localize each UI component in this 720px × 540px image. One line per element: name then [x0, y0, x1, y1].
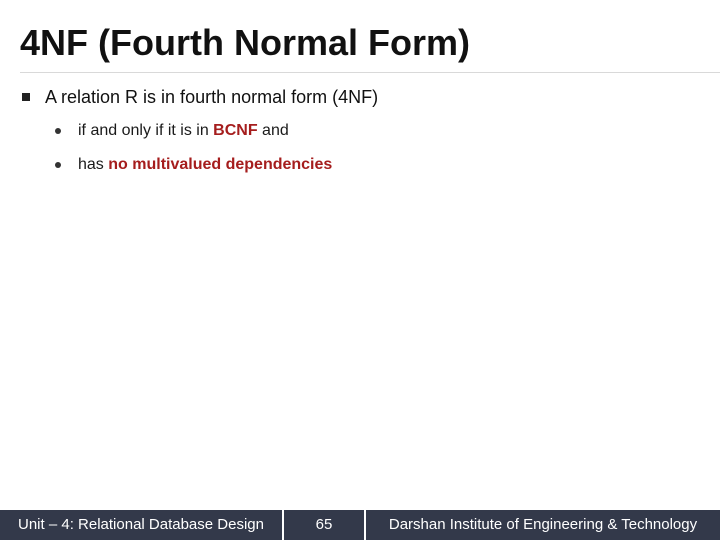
- footer-institute-name: Darshan Institute of Engineering & Technology: [388, 516, 698, 533]
- slide-title: 4NF (Fourth Normal Form): [20, 22, 470, 63]
- round-bullet-icon: [55, 128, 61, 134]
- sub-bullet-text: [78, 119, 289, 143]
- slide-footer: [0, 510, 720, 540]
- title-divider: [20, 72, 720, 73]
- sub-bullet-highlight: no multivalued dependencies: [108, 156, 333, 173]
- page-number: 65: [315, 516, 333, 533]
- sub-bullet-text: [78, 153, 332, 177]
- sub-bullet-bcnf: [55, 119, 289, 143]
- main-bullet: [22, 84, 378, 110]
- sub-bullet-highlight: BCNF: [213, 122, 258, 139]
- round-bullet-icon: [55, 162, 61, 168]
- square-bullet-icon: [22, 93, 30, 101]
- sub-bullet-mvd: [55, 153, 332, 177]
- sub-bullet-plain-text: has: [78, 156, 109, 173]
- sub-bullet-plain-text: and: [257, 122, 289, 139]
- main-bullet-text: A relation R is in fourth normal form (4NF): [45, 87, 379, 107]
- footer-unit-title: Unit – 4: Relational Database Design: [18, 516, 264, 533]
- sub-bullet-plain-text: if and only if it is in: [78, 122, 214, 139]
